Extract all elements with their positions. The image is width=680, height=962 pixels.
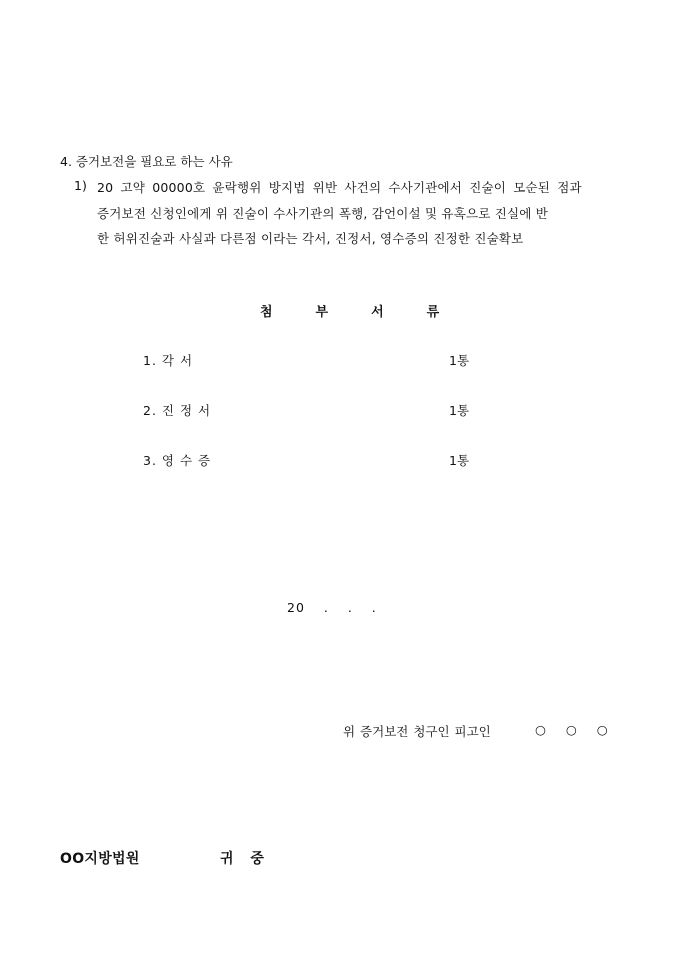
signature-label: 위 증거보전 청구인 피고인	[343, 724, 491, 739]
date-line: 20 . . .	[287, 600, 377, 615]
reason-number: 1)	[74, 178, 87, 193]
reason-line-2: 증거보전 신청인에게 위 진술이 수사기관의 폭행, 감언이설 및 유혹으로 진실에 반	[97, 206, 548, 221]
attachment-item-count: 1통	[449, 353, 470, 368]
court-suffix: 귀 중	[220, 851, 270, 867]
section-heading: 4. 증거보전을 필요로 하는 사유	[60, 154, 233, 169]
attachment-item-label: 1. 각 서	[143, 353, 194, 368]
attachment-item-count: 1통	[449, 453, 470, 468]
attachment-item-label: 3. 영 수 증	[143, 453, 212, 468]
attachment-item-label: 2. 진 정 서	[143, 403, 212, 418]
reason-line-3: 한 허위진술과 사실과 다른점 이라는 각서, 진정서, 영수증의 진정한 진술확보	[97, 231, 524, 246]
reason-line-1: 20 고약 00000호 윤락행위 방지법 위반 사건의 수사기관에서 진술이 모순된 점과	[97, 180, 582, 195]
attachments-heading: 첨부서류	[260, 305, 483, 320]
signature-marks: ○ ○ ○	[535, 722, 608, 737]
court-name: OO지방법원	[60, 851, 140, 867]
attachment-item-count: 1통	[449, 403, 470, 418]
